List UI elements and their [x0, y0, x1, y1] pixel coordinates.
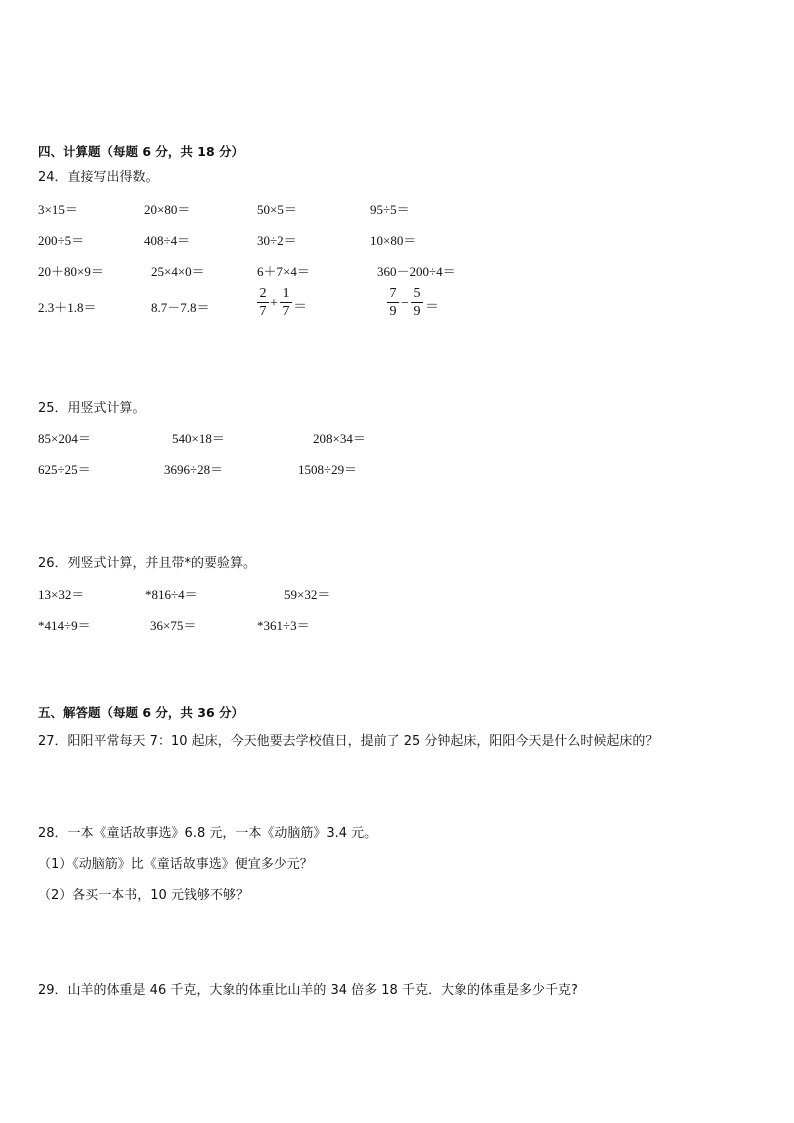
section-5-title: 五、解答题（每题 6 分，共 36 分） — [38, 705, 245, 720]
oral-calc-item: 200÷5＝ — [38, 233, 85, 248]
equals-sign: ＝ — [425, 300, 439, 315]
question-28-prompt: 28．一本《童话故事选》6.8 元，一本《动脑筋》3.4 元。 — [38, 826, 378, 841]
oral-calc-item: 20＋80×9＝ — [38, 264, 104, 279]
vertical-calc-item: 625÷25＝ — [38, 462, 91, 477]
oral-calc-item: 30÷2＝ — [257, 233, 297, 248]
question-24-prompt: 24．直接写出得数。 — [38, 170, 159, 185]
oral-calc-item: 2.3＋1.8＝ — [38, 300, 97, 315]
fraction — [387, 286, 399, 319]
numerator: 2 — [259, 286, 267, 301]
question-28-sub-1: （1）《动脑筋》比《童话故事选》便宜多少元？ — [38, 857, 313, 872]
oral-calc-item: 10×80＝ — [370, 233, 417, 248]
vertical-calc-item: *816÷4＝ — [145, 587, 198, 602]
oral-calc-item: 95÷5＝ — [370, 202, 410, 217]
vertical-calc-item: 13×32＝ — [38, 587, 85, 602]
fraction — [411, 286, 423, 319]
oral-calc-item: 6＋7×4＝ — [257, 264, 310, 279]
fraction — [280, 286, 292, 319]
question-27: 27．阳阳平常每天 7：10 起床，今天他要去学校值日，提前了 25 分钟起床，阳阳今天是什么时候起床的？ — [38, 734, 659, 749]
vertical-calc-item: 1508÷29＝ — [298, 462, 358, 477]
vertical-calc-item: 36×75＝ — [150, 618, 197, 633]
vertical-calc-item: 540×18＝ — [172, 431, 225, 446]
oral-calc-item: 360－200÷4＝ — [377, 264, 456, 279]
numerator: 7 — [389, 286, 397, 301]
numerator: 5 — [413, 286, 421, 301]
vertical-calc-item: 208×34＝ — [313, 431, 366, 446]
vertical-calc-item: 85×204＝ — [38, 431, 91, 446]
oral-calc-item: 25×4×0＝ — [151, 264, 205, 279]
vertical-calc-item: *361÷3＝ — [257, 618, 310, 633]
section-4-title: 四、计算题（每题 6 分，共 18 分） — [38, 144, 245, 159]
vertical-calc-item: *414÷9＝ — [38, 618, 91, 633]
numerator: 1 — [282, 286, 290, 301]
denominator: 9 — [413, 304, 421, 319]
oral-calc-item: 408÷4＝ — [144, 233, 191, 248]
fraction-bar — [280, 302, 292, 303]
operator: − — [401, 296, 409, 311]
vertical-calc-item: 3696÷28＝ — [164, 462, 224, 477]
question-26-prompt: 26．列竖式计算，并且带*的要验算。 — [38, 556, 257, 571]
operator: + — [270, 296, 278, 311]
denominator: 7 — [282, 304, 290, 319]
oral-calc-item: 8.7－7.8＝ — [151, 300, 210, 315]
fraction-bar — [387, 302, 399, 303]
oral-calc-item: 50×5＝ — [257, 202, 297, 217]
vertical-calc-item: 59×32＝ — [284, 587, 331, 602]
oral-calc-item: 20×80＝ — [144, 202, 191, 217]
fraction-bar — [411, 302, 423, 303]
equals-sign: ＝ — [293, 300, 307, 315]
fraction — [257, 286, 269, 319]
question-29: 29．山羊的体重是 46 千克，大象的体重比山羊的 34 倍多 18 千克．大象的体重是多少千克? — [38, 983, 578, 998]
question-25-prompt: 25．用竖式计算。 — [38, 401, 146, 416]
oral-calc-item: 3×15＝ — [38, 202, 78, 217]
question-28-sub-2: （2）各买一本书，10 元钱够不够？ — [38, 888, 249, 903]
denominator: 9 — [389, 304, 397, 319]
denominator: 7 — [259, 304, 267, 319]
fraction-bar — [257, 302, 269, 303]
